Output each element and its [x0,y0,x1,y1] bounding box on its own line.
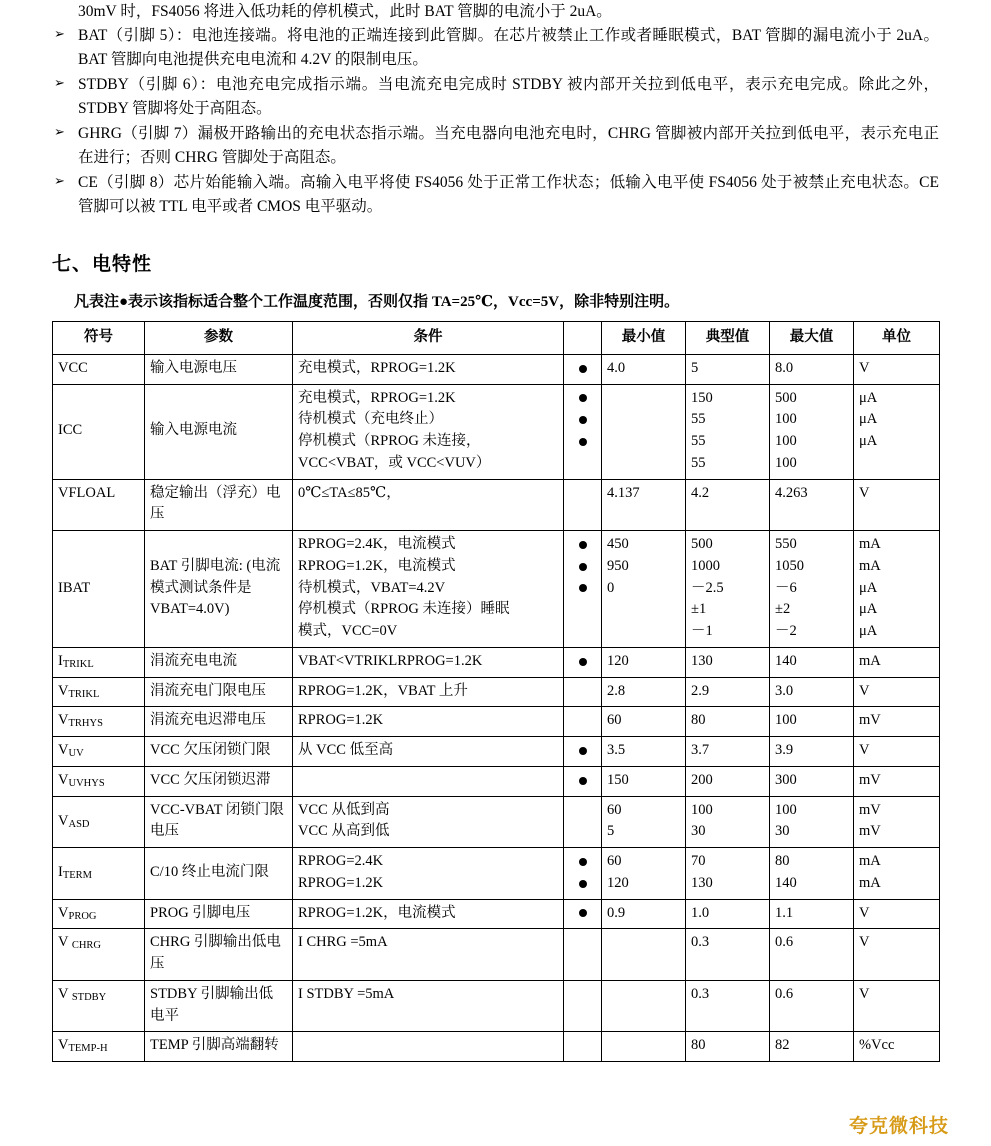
cell-typ: 3.7 [686,737,770,767]
cell-symbol: VTRHYS [53,707,145,737]
cell-min: 450 950 0 [602,531,686,648]
cell-condition: 0℃≤TA≤85℃， [293,479,564,531]
table-row [53,737,940,767]
list-item-text: GHRG（引脚 7）漏极开路输出的充电状态指示端。当充电器向电池充电时，CHRG 管脚被内部开关拉到低电平，表示充电正在进行；否则 CHRG 管脚处于高阻态。 [78,125,939,167]
table-header-row [53,322,940,355]
cell-typ: 80 [686,707,770,737]
cell-temp-range-dot [564,384,602,479]
cell-min [602,384,686,479]
cell-symbol: VASD [53,796,145,848]
intro-lead-line: 30mV 时，FS4056 将进入低功耗的停机模式，此时 BAT 管脚的电流小于 2uA。 [78,3,612,20]
cell-max: 3.0 [770,677,854,707]
table-row [53,980,940,1032]
table-row [53,766,940,796]
cell-symbol: VUVHYS [53,766,145,796]
cell-condition: RPROG=1.2K [293,707,564,737]
table-row [53,796,940,848]
cell-condition: VBAT<VTRIKLRPROG=1.2K [293,647,564,677]
watermark-logo: 夸克微科技 [848,1116,949,1137]
list-item [52,171,939,219]
column-header-condition: 条件 [293,322,564,355]
cell-max: 80 140 [770,848,854,900]
cell-typ: 200 [686,766,770,796]
list-item [52,73,939,121]
list-item-text: BAT（引脚 5）：电池连接端。将电池的正端连接到此管脚。在芯片被禁止工作或者睡眠模式，BAT 管脚的漏电流小于 2uA。BAT 管脚向电池提供充电电流和 4.2V 的限制电压。 [78,27,939,69]
cell-condition: RPROG=2.4K，电流模式 RPROG=1.2K，电流模式 待机模式，VBAT=4.2V 停机模式（RPROG 未连接）睡眠 模式，VCC=0V [293,531,564,648]
cell-parameter: 涓流充电迟滞电压 [145,707,293,737]
cell-temp-range-dot [564,354,602,384]
cell-unit: V [854,479,940,531]
cell-max: 140 [770,647,854,677]
cell-min [602,1032,686,1062]
cell-condition [293,1032,564,1062]
cell-temp-range-dot [564,479,602,531]
cell-max: 0.6 [770,980,854,1032]
cell-condition: RPROG=1.2K，VBAT 上升 [293,677,564,707]
cell-condition: 从 VCC 低至高 [293,737,564,767]
bullet-dot-icon [579,541,587,549]
bullet-dot-icon [579,858,587,866]
cell-temp-range-dot [564,737,602,767]
bullet-dot-icon [579,416,587,424]
cell-symbol: VPROG [53,899,145,929]
cell-typ: 80 [686,1032,770,1062]
cell-min: 2.8 [602,677,686,707]
cell-max: 8.0 [770,354,854,384]
cell-max: 1.1 [770,899,854,929]
table-row [53,899,940,929]
cell-typ: 1.0 [686,899,770,929]
bullet-dot-icon [579,563,587,571]
bullet-dot-icon [579,365,587,373]
table-row [53,848,940,900]
column-header-parameter: 参数 [145,322,293,355]
cell-temp-range-dot [564,980,602,1032]
cell-condition: VCC 从低到高 VCC 从高到低 [293,796,564,848]
cell-min: 60 5 [602,796,686,848]
cell-typ: 150 55 55 55 [686,384,770,479]
pin-description-list [52,24,939,219]
bullet-dot-icon [579,777,587,785]
cell-typ: 100 30 [686,796,770,848]
cell-unit: mA mA μA μA μA [854,531,940,648]
cell-parameter: PROG 引脚电压 [145,899,293,929]
cell-symbol: ICC [53,384,145,479]
table-row [53,1032,940,1062]
cell-unit: V [854,899,940,929]
bullet-dot-icon [579,747,587,755]
column-header-min: 最小值 [602,322,686,355]
cell-symbol: V CHRG [53,929,145,981]
column-header-typ: 典型值 [686,322,770,355]
cell-unit: V [854,980,940,1032]
bullet-dot-icon [579,909,587,917]
cell-parameter: C/10 终止电流门限 [145,848,293,900]
cell-min: 120 [602,647,686,677]
cell-parameter: STDBY 引脚输出低电平 [145,980,293,1032]
cell-max: 82 [770,1032,854,1062]
cell-temp-range-dot [564,677,602,707]
cell-parameter: CHRG 引脚输出低电压 [145,929,293,981]
bullet-dot-icon [579,394,587,402]
cell-parameter: VCC 欠压闭锁迟滞 [145,766,293,796]
cell-unit: V [854,929,940,981]
cell-min: 150 [602,766,686,796]
list-item-text: CE（引脚 8）芯片始能输入端。高输入电平将使 FS4056 处于正常工作状态；低输入电平使 FS4056 处于被禁止充电状态。CE 管脚可以被 TTL 电平或者 CMOS 电平驱动。 [78,174,939,216]
cell-unit: μA μA μA [854,384,940,479]
cell-max: 4.263 [770,479,854,531]
cell-condition: RPROG=2.4K RPROG=1.2K [293,848,564,900]
list-item [52,24,939,72]
cell-typ: 5 [686,354,770,384]
cell-max: 100 [770,707,854,737]
table-row [53,384,940,479]
cell-max: 300 [770,766,854,796]
table-row [53,707,940,737]
cell-symbol: IBAT [53,531,145,648]
bullet-arrow-icon: ➢ [54,26,65,42]
cell-typ: 0.3 [686,929,770,981]
list-item [52,122,939,170]
cell-condition: I CHRG =5mA [293,929,564,981]
cell-parameter: TEMP 引脚高端翻转 [145,1032,293,1062]
cell-parameter: VCC-VBAT 闭锁门限 电压 [145,796,293,848]
cell-min: 60 120 [602,848,686,900]
electrical-characteristics-table [52,321,940,1062]
cell-unit: V [854,354,940,384]
cell-parameter: 涓流充电门限电压 [145,677,293,707]
cell-parameter: 稳定输出（浮充）电压 [145,479,293,531]
section-heading: 七、电特性 [52,254,153,276]
cell-condition [293,766,564,796]
cell-max: 0.6 [770,929,854,981]
table-body [53,354,940,1061]
table-note: 凡表注●表示该指标适合整个工作温度范围，否则仅指 TA=25℃，Vcc=5V，除非特别注明。 [74,294,680,311]
cell-min [602,980,686,1032]
cell-max: 500 100 100 100 [770,384,854,479]
cell-temp-range-dot [564,929,602,981]
cell-min: 4.137 [602,479,686,531]
cell-max: 550 1050 －6 ±2 －2 [770,531,854,648]
cell-unit: mV [854,766,940,796]
cell-unit: mV mV [854,796,940,848]
cell-temp-range-dot [564,848,602,900]
cell-temp-range-dot [564,531,602,648]
table-row [53,354,940,384]
table-row [53,677,940,707]
table-row [53,479,940,531]
column-header-dot [564,322,602,355]
cell-unit: V [854,737,940,767]
cell-typ: 0.3 [686,980,770,1032]
cell-typ: 70 130 [686,848,770,900]
bullet-dot-icon [579,880,587,888]
cell-parameter: BAT 引脚电流: (电流模式测试条件是 VBAT=4.0V) [145,531,293,648]
cell-unit: mV [854,707,940,737]
cell-parameter: 输入电源电流 [145,384,293,479]
cell-symbol: VCC [53,354,145,384]
cell-temp-range-dot [564,707,602,737]
cell-typ: 4.2 [686,479,770,531]
cell-max: 3.9 [770,737,854,767]
cell-parameter: VCC 欠压闭锁门限 [145,737,293,767]
column-header-max: 最大值 [770,322,854,355]
cell-unit: V [854,677,940,707]
cell-min: 4.0 [602,354,686,384]
column-header-symbol: 符号 [53,322,145,355]
cell-parameter: 输入电源电压 [145,354,293,384]
table-row [53,647,940,677]
cell-symbol: ITRIKL [53,647,145,677]
list-item-text: STDBY（引脚 6）：电池充电完成指示端。当电流充电完成时 STDBY 被内部开关拉到低电平，表示充电完成。除此之外，STDBY 管脚将处于高阻态。 [78,76,939,118]
cell-condition: 充电模式，RPROG=1.2K [293,354,564,384]
cell-unit: mA mA [854,848,940,900]
cell-parameter: 涓流充电电流 [145,647,293,677]
cell-typ: 2.9 [686,677,770,707]
cell-unit: %Vcc [854,1032,940,1062]
bullet-dot-icon [579,658,587,666]
cell-max: 100 30 [770,796,854,848]
table-row [53,531,940,648]
cell-min: 60 [602,707,686,737]
bullet-dot-icon [579,584,587,592]
cell-condition: I STDBY =5mA [293,980,564,1032]
cell-condition: 充电模式，RPROG=1.2K 待机模式（充电终止） 停机模式（RPROG 未连接， VCC<VBAT，或 VCC<VUV） [293,384,564,479]
bullet-arrow-icon: ➢ [54,173,65,189]
cell-temp-range-dot [564,1032,602,1062]
table-row [53,929,940,981]
cell-unit: mA [854,647,940,677]
cell-temp-range-dot [564,766,602,796]
cell-symbol: VUV [53,737,145,767]
cell-min: 0.9 [602,899,686,929]
bullet-arrow-icon: ➢ [54,75,65,91]
cell-typ: 500 1000 －2.5 ±1 －1 [686,531,770,648]
column-header-unit: 单位 [854,322,940,355]
cell-min [602,929,686,981]
bullet-arrow-icon: ➢ [54,124,65,140]
cell-temp-range-dot [564,796,602,848]
cell-temp-range-dot [564,647,602,677]
bullet-dot-icon [579,438,587,446]
cell-symbol: VTEMP-H [53,1032,145,1062]
cell-symbol: V STDBY [53,980,145,1032]
cell-symbol: ITERM [53,848,145,900]
cell-symbol: VTRIKL [53,677,145,707]
cell-symbol: VFLOAL [53,479,145,531]
cell-temp-range-dot [564,899,602,929]
cell-min: 3.5 [602,737,686,767]
cell-condition: RPROG=1.2K，电流模式 [293,899,564,929]
cell-typ: 130 [686,647,770,677]
